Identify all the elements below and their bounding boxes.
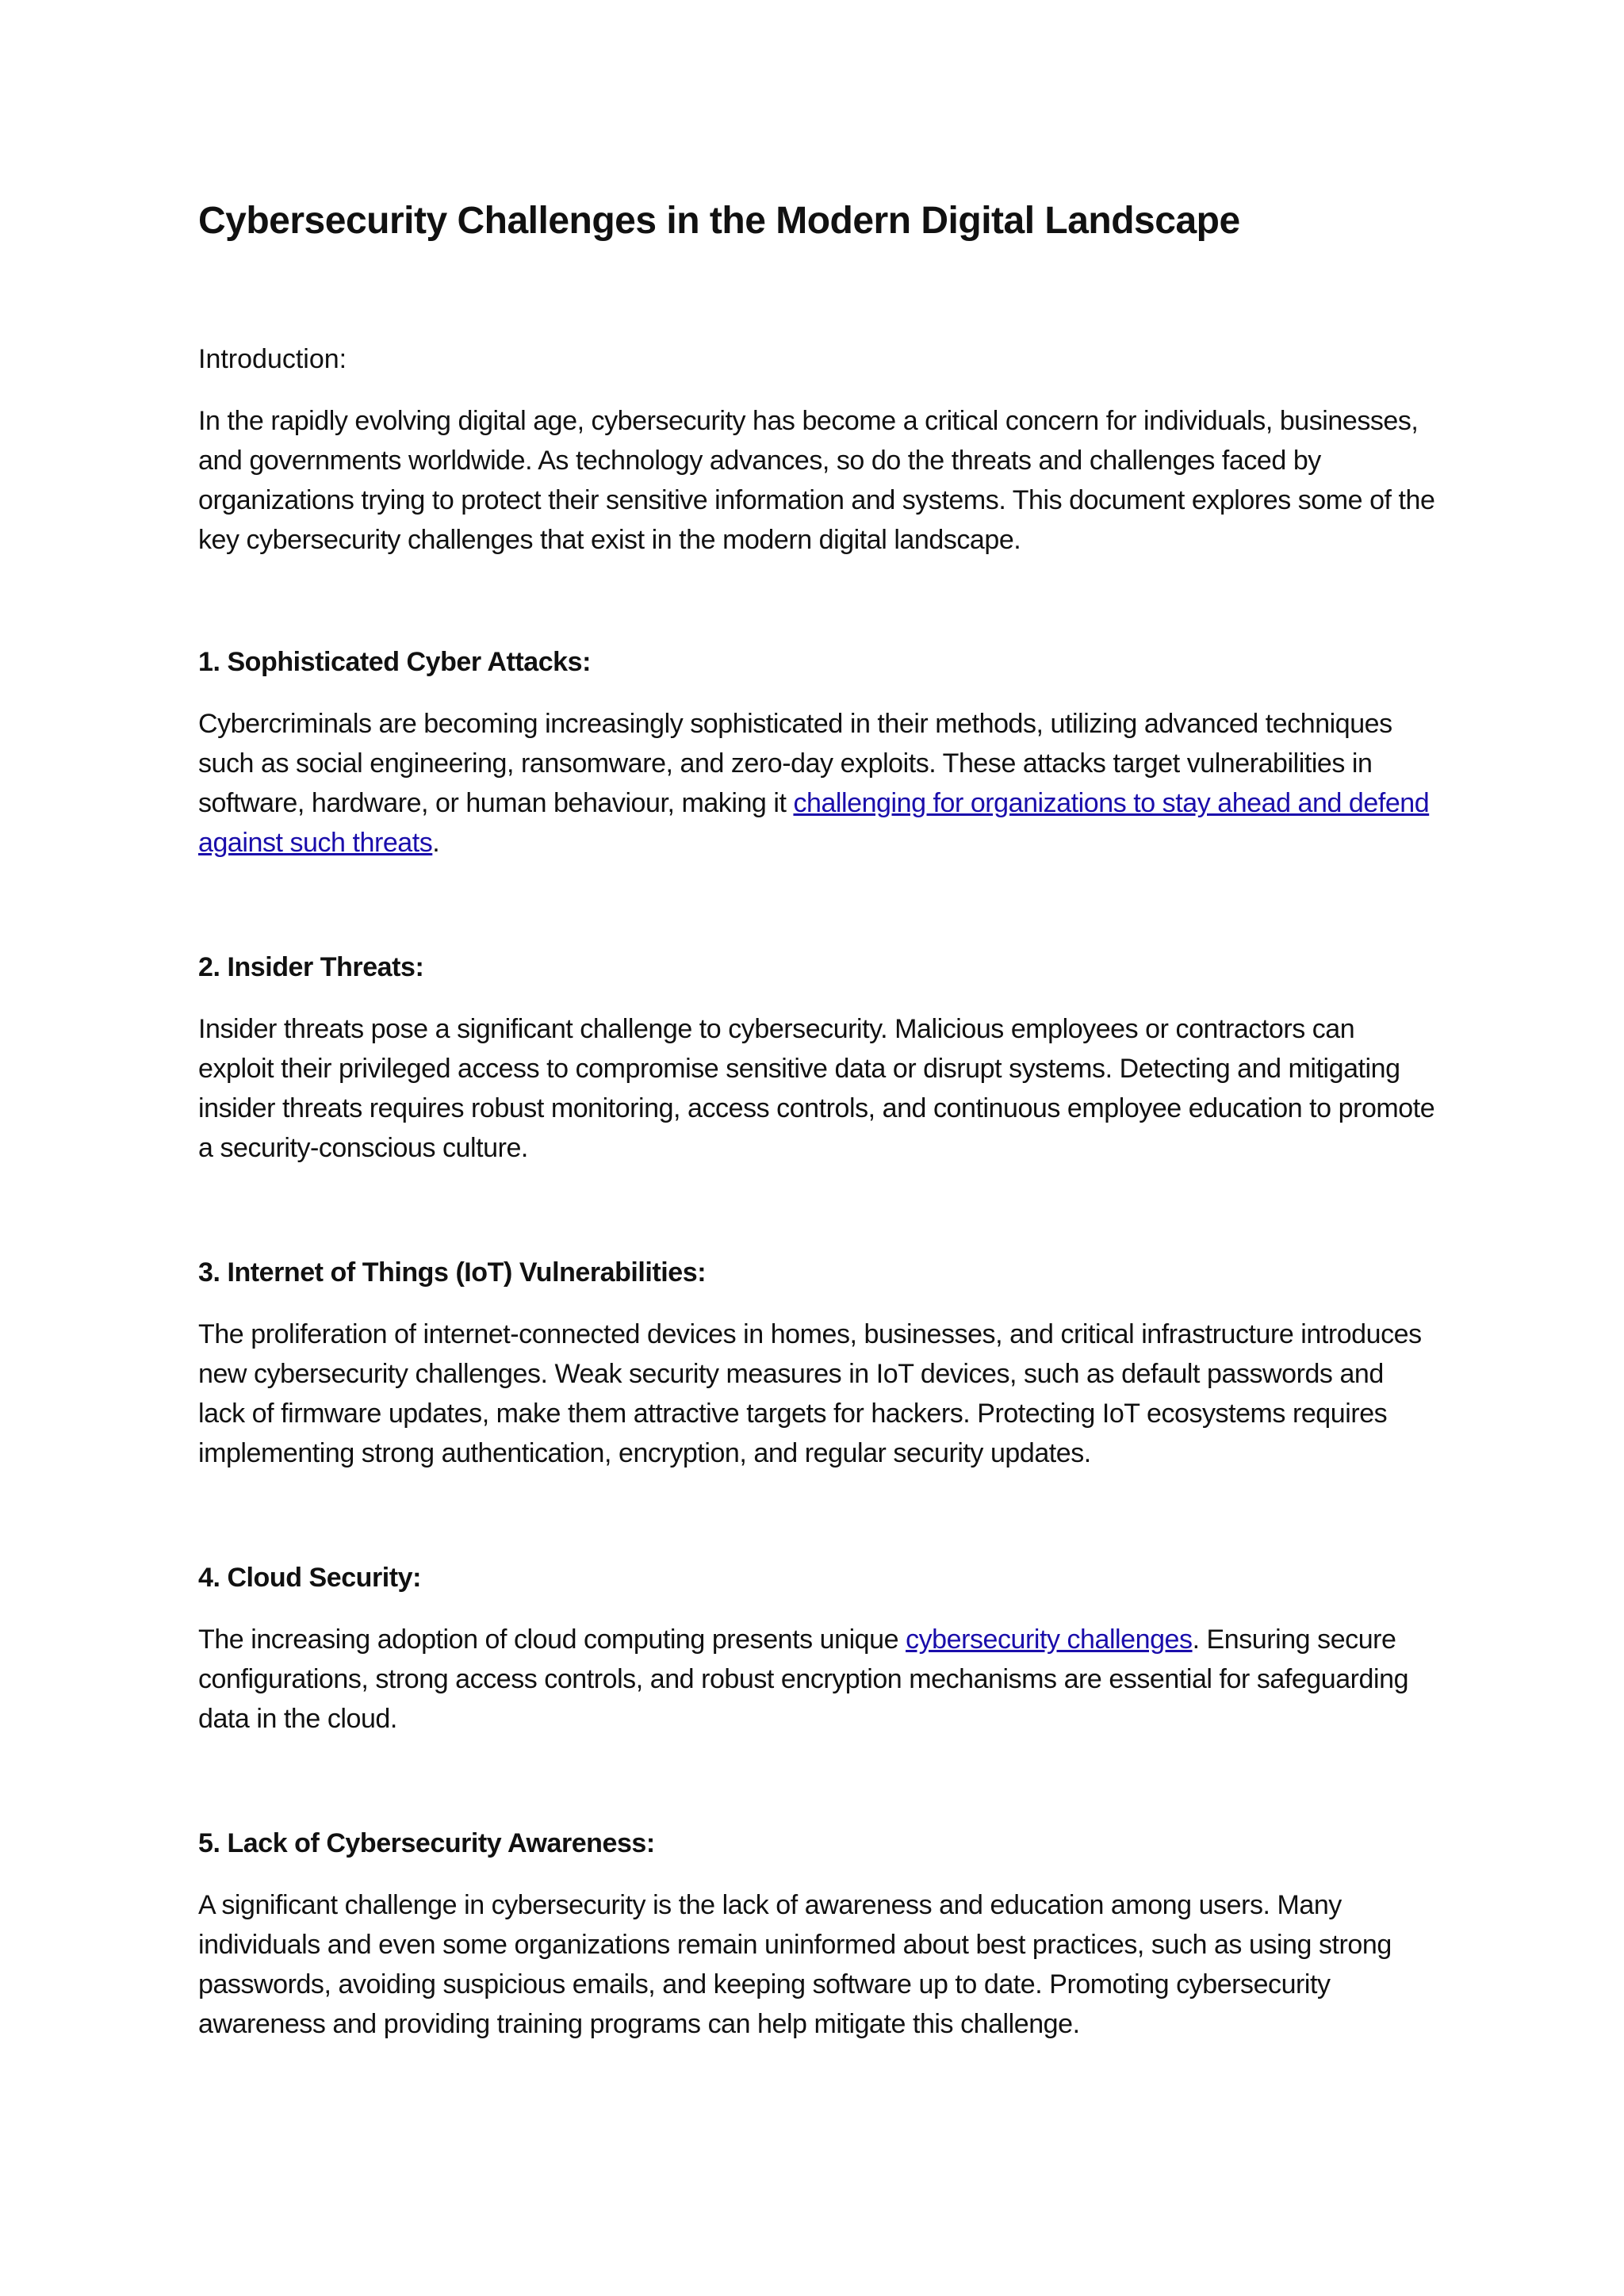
section-3-body: The proliferation of internet-connected devices in homes, businesses, and critical infrastructure introduces new cybersecurity challenges. Weak security measures in IoT devices, such as default passwords and lack of firmware updates, make them attractive targets for hackers. Protecting IoT ecosystems requires implementing strong authentication, encryption, and regular security updates. <box>198 1319 1422 1468</box>
section-4-text: The increasing adoption of cloud computing presents unique <box>198 1624 906 1655</box>
section-2-body: Insider threats pose a significant challenge to cybersecurity. Malicious employees or contractors can exploit their privileged access to compromise sensitive data or disrupt systems. Detecting and mitigating insider threats requires robust monitoring, access controls, and continuous employee education to promote a security-conscious culture. <box>198 1014 1435 1163</box>
section-1-text-end: . <box>432 828 440 858</box>
section-3-heading: 3. Internet of Things (IoT) Vulnerabilities: <box>198 1257 707 1288</box>
section-2-heading: 2. Insider Threats: <box>198 952 424 982</box>
intro-label: Introduction: <box>198 344 347 374</box>
intro-paragraph: In the rapidly evolving digital age, cybersecurity has become a critical concern for individuals, businesses, and governments worldwide. As technology advances, so do the threats and challenges faced by organizations trying to protect their sensitive information and systems. This document explores some of the key cybersecurity challenges that exist in the modern digital landscape. <box>198 406 1435 555</box>
section-5-heading: 5. Lack of Cybersecurity Awareness: <box>198 1828 655 1858</box>
section-4-link[interactable]: cybersecurity challenges <box>906 1624 1193 1655</box>
section-1-text: Cybercriminals are becoming increasingly sophisticated in their methods, utilizing advanced techniques such as social engineering, ransomware, and zero-day exploits. These attacks target vulnerabilities in software, hardware, or human behaviour, making it <box>198 709 1392 818</box>
section-1-heading: 1. Sophisticated Cyber Attacks: <box>198 647 591 677</box>
section-1-body <box>198 704 1435 863</box>
document-title: Cybersecurity Challenges in the Modern Digital Landscape <box>198 200 1240 242</box>
section-5-body: A significant challenge in cybersecurity is the lack of awareness and education among users. Many individuals and even some organizations remain uninformed about best practices, such as using strong passwords, avoiding suspicious emails, and keeping software up to date. Promoting cybersecurity awareness and providing training programs can help mitigate this challenge. <box>198 1890 1392 2039</box>
section-1-link[interactable]: challenging for organizations to stay ahead and defend against such threats <box>198 788 1430 858</box>
section-4-heading: 4. Cloud Security: <box>198 1563 421 1593</box>
section-4-text-end: . Ensuring secure configurations, strong access controls, and robust encryption mechanisms are essential for safeguarding data in the cloud. <box>198 1624 1409 1734</box>
section-4-body <box>198 1620 1435 1739</box>
